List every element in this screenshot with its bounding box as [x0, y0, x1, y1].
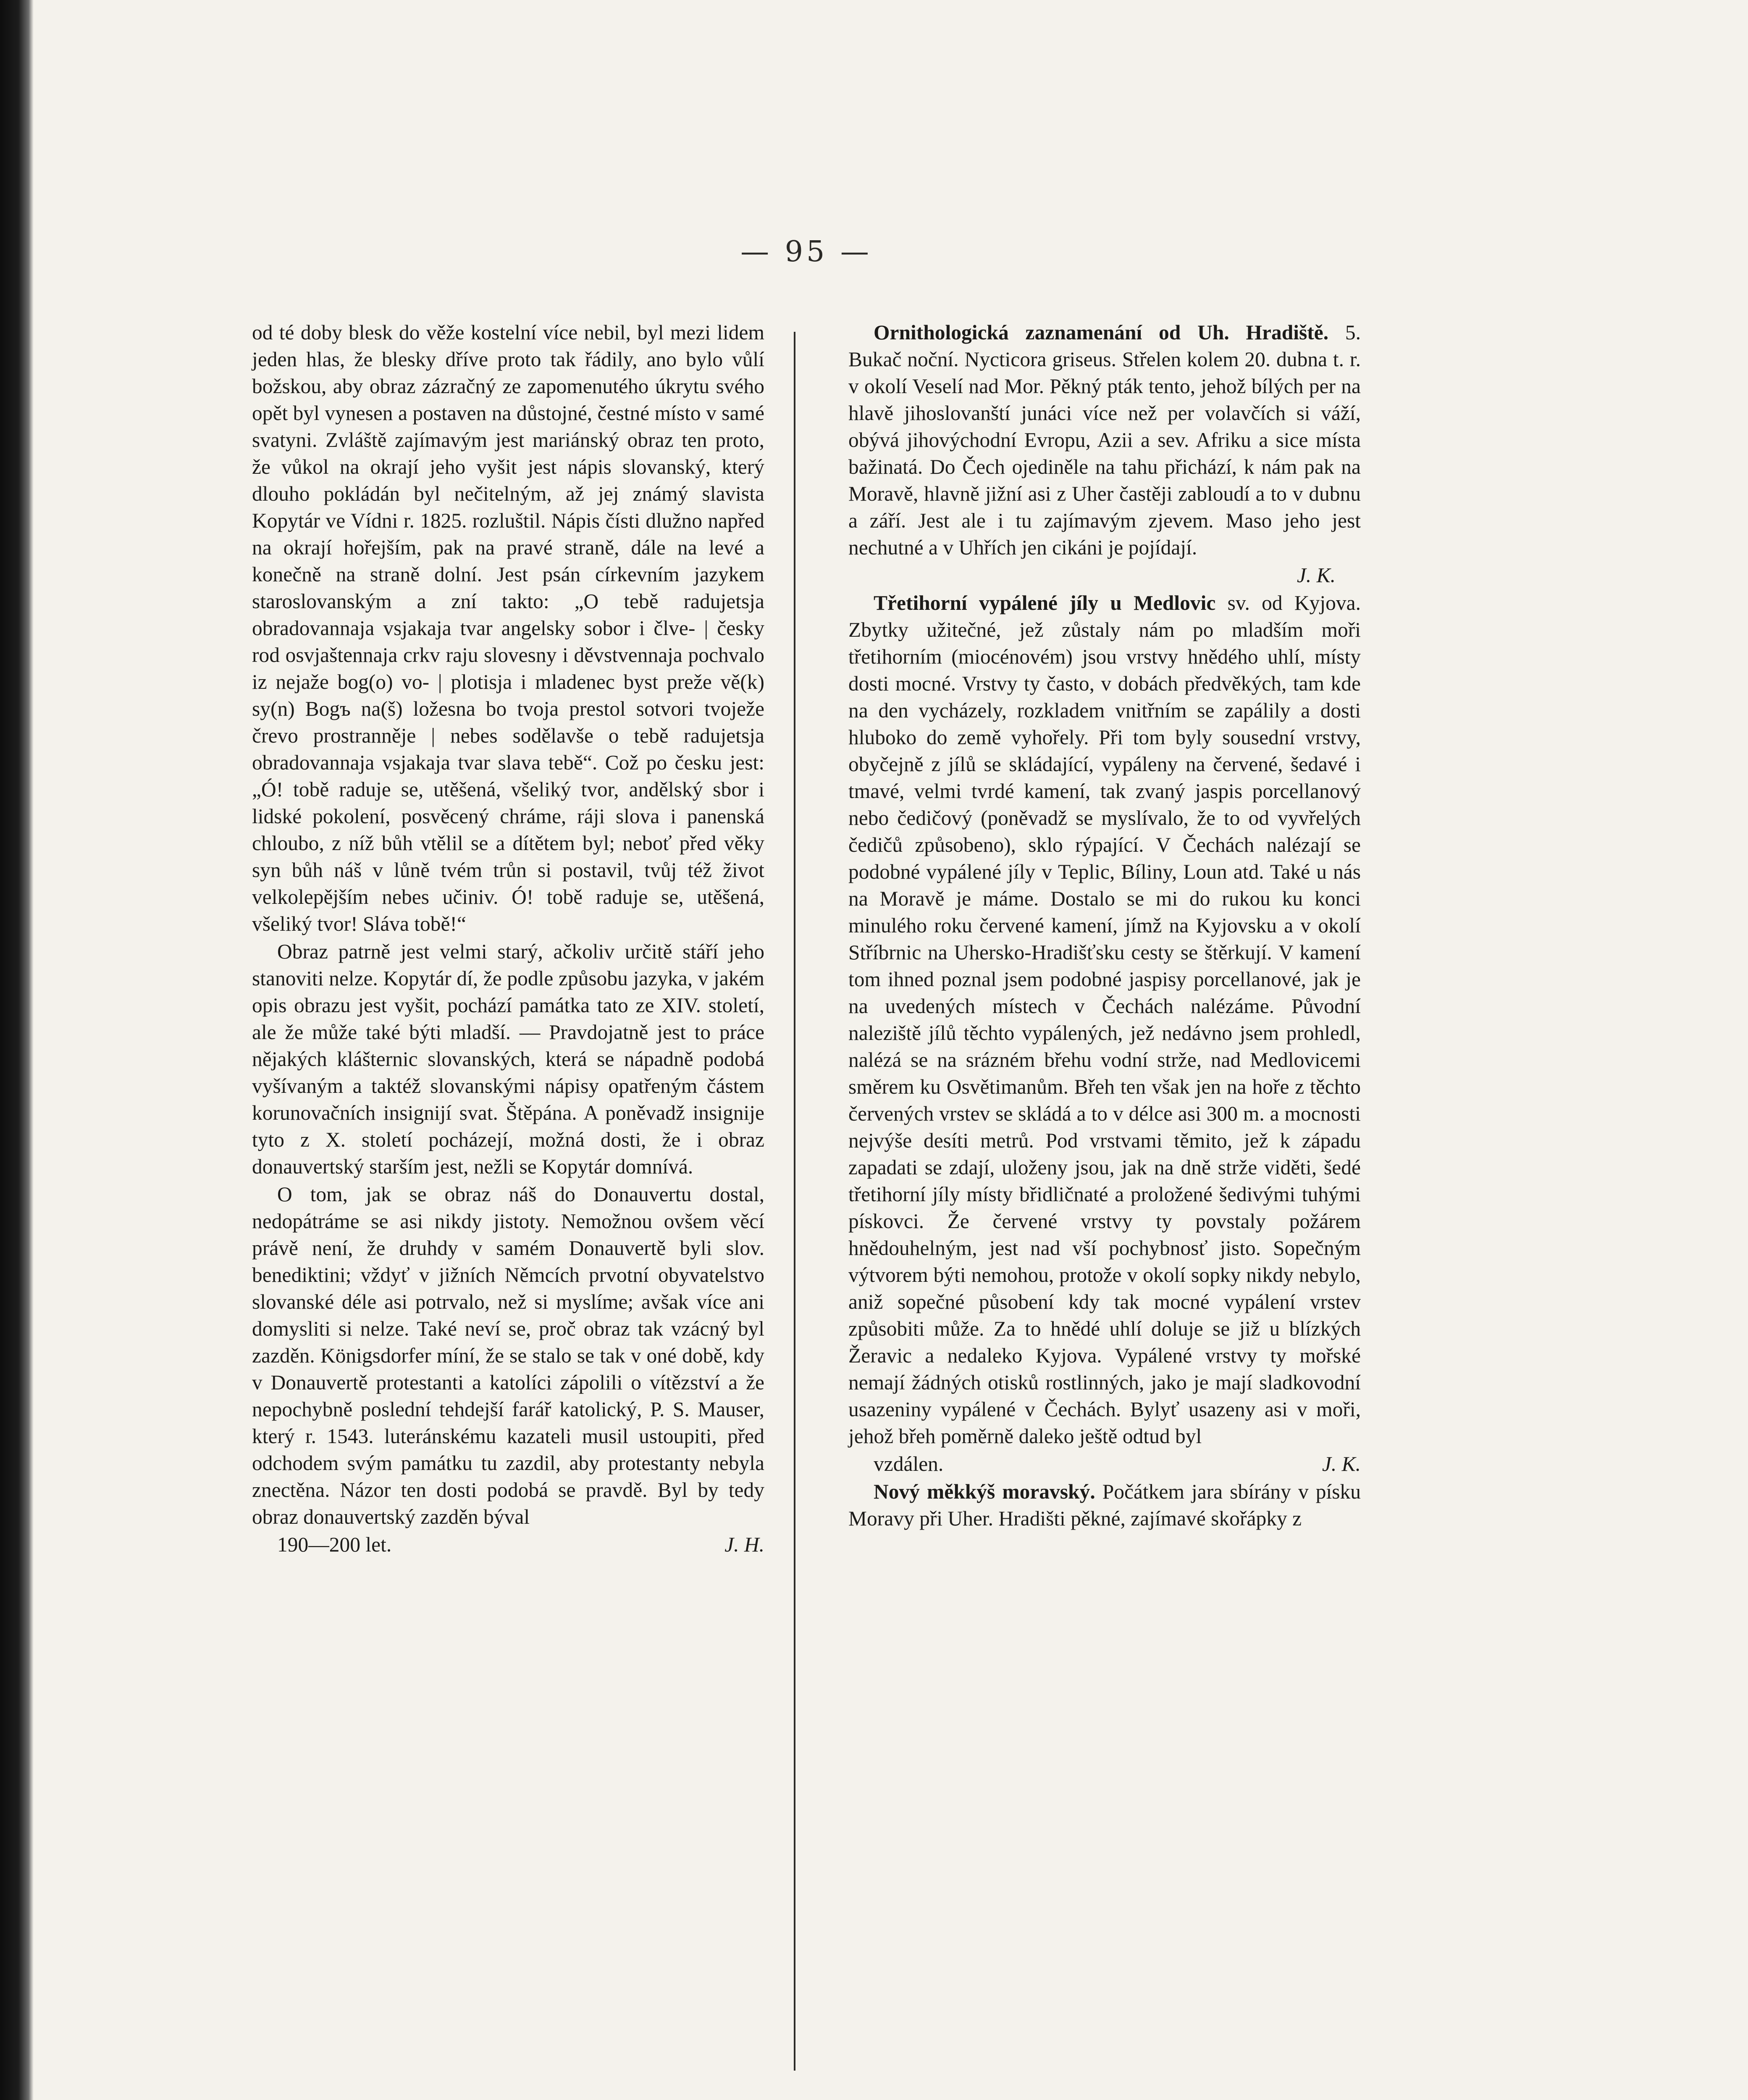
article-title: Ornithologická zaznamenání od Uh. Hradiště.	[874, 321, 1329, 344]
scan-edge	[0, 0, 34, 2100]
paragraph-ending-text: 190—200 let.	[277, 1533, 392, 1556]
article-text: Počátkem jara sbírány v písku Moravy při Uher. Hradišti pěkné, zajímavé skořápky z	[848, 1480, 1361, 1530]
paragraph: O tom, jak se obraz náš do Donauvertu dostal, nedopátráme se asi nikdy jistoty. Nemožnou ovšem věcí právě není, že druhdy v samém Donauvertě byli slov. benediktini; vždyť v jižních Němcích prvotní obyvatelstvo slovanské déle asi potrvalo, než si myslíme; avšak více ani domysliti si nelze. Také neví se, proč obraz tak vzácný byl zazděn. Königsdorfer míní, že se stalo se tak v oné době, kdy v Donauvertě protestanti a katolíci zápolili o vítězství a že nepochybně poslední tehdejší farář katolický, P. S. Mauser, který r. 1543. luteránskému kazateli musil ustoupiti, před odchodem svým památku tu zazdil, aby protestanty nebyla znectěna. Názor ten dosti podobá se pravdě. Byl by tedy obraz donauvertský zazděn býval	[252, 1183, 764, 1528]
bird-name: 5. Bukač noční. Nycticora griseus.	[848, 321, 1361, 371]
paragraph: Obraz patrně jest velmi starý, ačkoliv určitě stáří jeho stanoviti nelze. Kopytár dí, že podle způsobu jazyka, v jakém opis obrazu jest vyšit, pochází památka tato ze XIV. století, ale že může také býti mladší. — Pravdojatně jest to práce nějakých klášternic slovanských, která se nápadně podobá vyšívaným a taktéž slovanskými nápisy opatřeným částem korunovačních insignijí svat. Štěpána. A poněvadž insignije tyto z X. století pocházejí, možná dosti, že i obraz donauvertský starším jest, nežli se Kopytár domnívá.	[252, 940, 764, 1178]
paragraph: od té doby blesk do věže kostelní více nebil, byl mezi lidem jeden hlas, že blesky dříve proto tak řádily, ano bylo vůlí božskou, aby obraz zázračný ze zapomenutého úkrytu svého opět byl vynesen a postaven na důstojné, čestné místo v samé svatyni. Zvláště zajímavým jest mariánský obraz ten proto, že vůkol na okrají jeho vyšit jest nápis slovanský, který dlouho pokládán byl nečitelným, až jej známý slavista Kopytár ve Vídni r. 1825. rozluštil. Nápis čísti dlužno napřed na okrají hořejším, pak na pravé straně, dále na levé a konečně na straně dolní. Jest psán církevním jazykem staroslovanským a zní takto: „O tebě radujetsja obradovannaja vsjakaja tvar angelsky sobor i člve- | česky rod osvjaštennaja crkv raju slovesny i děvstvennaja pochvalo iz nejaže bog(o) vo- | plotisja i mladenec byst preže vě(k) sy(n) Bogъ na(š) ložesna bo tvoja prestol sotvori tvoježe črevo prostranněje | nebes sodělavše o tebě radujetsja obradovannaja vsjakaja tvar slava tebě“. Což po česku jest: „Ó! tobě raduje se, utěšená, všeliký tvor, andělský sbor i lidské pokolení, posvěcený chráme, ráji slova i panenská chloubo, z níž bůh vtělil se a dítětem byl; neboť před věky syn bůh náš v lůně tvém trůn si postavil, tvůj též život velkolepějším nebes učiniv. Ó! tobě raduje se, utěšená, všeliký tvor! Sláva tobě!“	[252, 321, 764, 935]
paragraph-ending	[252, 1531, 764, 1558]
signature-line	[848, 562, 1361, 589]
author-signature: J. H.	[724, 1533, 764, 1556]
article-text: Střelen kolem 20. dubna t. r. v okolí Veselí nad Mor. Pěkný pták tento, jehož bílých per na hlavě jihoslovanští junáci více než per volavčích si váží, obývá jihovýchodní Evropu, Azii a sev. Afriku a sice místa bažinatá. Do Čech ojediněle na tahu přichází, k nám pak na Moravě, hlavně jižní asi z Uher častěji zabloudí a to v dubnu a září. Jest ale i tu zajímavým zjevem. Maso jeho jest nechutné a v Uhřích jen cikáni je pojídají.	[848, 348, 1361, 559]
article-mollusc	[848, 1478, 1361, 1532]
column-divider	[794, 332, 795, 2071]
left-column	[252, 319, 764, 1558]
author-signature: J. K.	[1322, 1452, 1361, 1475]
article-title: Nový měkkýš moravský.	[874, 1480, 1095, 1503]
article-clays	[848, 590, 1361, 1450]
paragraph-ending-text: vzdálen.	[874, 1452, 944, 1475]
article-ornithology	[848, 319, 1361, 561]
article-text: sv. od Kyjova. Zbytky užitečné, jež zůstaly nám po mladším moři třetihorním (miocénovém) jsou vrstvy hnědého uhlí, místy dosti mocné. Vrstvy ty často, v dobách předvěkých, tam kde na den vycházely, rozkladem vnitřním se zapálily a dosti hluboko do země vyhořely. Při tom byly sousední vrstvy, obyčejně z jílů se skládající, vypáleny na červené, šedavé i tmavé, velmi tvrdé kamení, tak zvaný jaspis porcellanový nebo čedičový (poněvadž se myslívalo, že to od vyvřelých čedičů způsobeno), sklo rýpající. V Čechách nalézají se podobné vypálené jíly v Teplic, Bíliny, Loun atd. Také u nás na Moravě je máme. Dostalo se mi do rukou ku konci minulého roku červené kamení, jímž na Kyjovsku a v okolí Stříbrnic na Uhersko-Hradišťsku cesty se štěrkují. V kamení tom ihned poznal jsem podobné jaspisy porcellanové, jak je na uvedených místech v Čechách nalézáme. Původní naleziště jílů těchto vypálených, jež nedávno jsem prohledl, nalézá se na srázném břehu vodní strže, nad Medlovicemi směrem ku Osvětimanům. Břeh ten však jen na hoře z těchto červených vrstev se skládá a to v délce asi 300 m. a mocnosti nejvýše desíti metrů. Pod vrstvami těmito, jež k západu zapadati se zdají, uloženy jsou, jak na dně strže viděti, šedé třetihorní jíly místy břidličnaté a proložené šedivými tuhými pískovci. Že červené vrstvy ty povstaly požárem hnědouhelným, jest nad vší pochybnosť jisto. Sopečným výtvorem býti nemohou, protože v okolí sopky nikdy nebylo, aniž sopečné působení kdy tak mocné vypálení vrstev způsobiti může. Za to hnědé uhlí doluje se již u blízkých Žeravic a nedaleko Kyjova. Vypálené vrstvy ty mořské nemají žádných otisků rostlinných, jako je mají sladkovodní usazeniny vypálené v Čechách. Bylyť usazeny asi v moři, jehož břeh poměrně daleko ještě odtud byl	[848, 591, 1361, 1448]
author-signature: J. K.	[1297, 564, 1336, 587]
article-title: Třetihorní vypálené jíly u Medlovic	[874, 591, 1216, 614]
paragraph-ending	[848, 1451, 1361, 1478]
right-column	[848, 319, 1361, 1532]
page-number: — 95 —	[740, 235, 872, 268]
